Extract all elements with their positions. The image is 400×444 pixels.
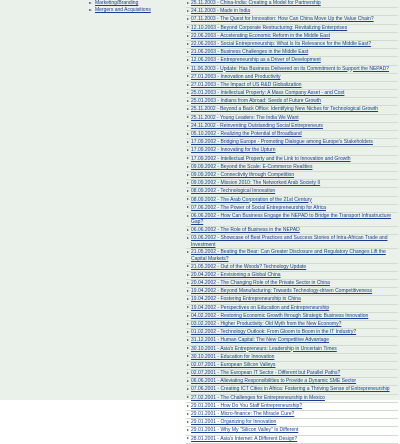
list-item[interactable] (186, 66, 398, 74)
list-item[interactable] (186, 329, 398, 337)
list-item-link[interactable]: 29.01.2001 - Why My "Silicon Valley" Is Different (191, 427, 299, 434)
arrow-right-icon (187, 339, 189, 341)
arrow-right-icon (89, 9, 92, 11)
list-item[interactable] (186, 115, 398, 123)
list-item[interactable] (186, 90, 398, 98)
arrow-right-icon (187, 315, 189, 317)
list-item[interactable] (186, 288, 398, 296)
list-item-link[interactable]: 21.06.2003 - Business Challenges in the Middle East (191, 49, 309, 56)
sidebar-item-label: Mergers and Acquisitions (95, 7, 151, 13)
arrow-right-icon (187, 43, 189, 45)
list-item[interactable] (186, 205, 398, 213)
list-item[interactable] (186, 296, 398, 304)
list-item[interactable] (186, 321, 398, 329)
list-item-link[interactable]: 25.11.2003 - China-India: Creating a Model for Partnership (191, 0, 321, 6)
arrow-right-icon (187, 59, 189, 61)
list-item[interactable] (186, 411, 398, 419)
list-item[interactable] (186, 419, 398, 427)
list-item[interactable] (186, 123, 398, 131)
list-item[interactable] (186, 25, 398, 33)
list-item[interactable] (186, 197, 398, 205)
list-item-link[interactable]: 25.11.2002 - Young Leaders: The India We Want (191, 114, 299, 121)
list-item[interactable] (186, 131, 398, 139)
list-item-link[interactable]: 07.11.2003 - The Quest for Innovation: How Can China Move Up the Value Chain? (191, 16, 374, 23)
arrow-right-icon (187, 429, 189, 431)
arrow-right-icon (89, 2, 92, 4)
event-list (186, 0, 400, 444)
list-item[interactable] (186, 74, 398, 82)
arrow-right-icon (187, 437, 189, 439)
arrow-right-icon (187, 182, 189, 184)
list-item-link[interactable]: 25.11.2002 - Beyond a Back Office: Identifying New Niches for Technological Growth (191, 106, 379, 113)
list-item-link[interactable]: 24.11.2003 - Made in India (191, 8, 251, 15)
list-item[interactable] (186, 362, 398, 370)
list-item-link[interactable]: 31.12.2001 - Human Capital: The New Competitive Advantage (191, 337, 330, 344)
arrow-right-icon (187, 413, 189, 415)
list-item-link[interactable]: 22.06.2003 - Social Entrepreneurship: What Is Its Relevance for the Middle East? (191, 40, 372, 47)
sidebar-item-marketing-branding[interactable] (0, 0, 186, 7)
list-item-link[interactable]: 12.06.2003 - Entrepreneurship as a Driver of Development (191, 57, 321, 64)
list-item-link[interactable]: 19.04.2002 - Fostering Entrepreneurship in China (191, 296, 301, 303)
list-item-link[interactable]: 19.04.2002 - Perspectives on Education and Entrepreneurship (191, 304, 330, 311)
list-item[interactable] (186, 249, 398, 263)
list-item[interactable] (186, 264, 398, 272)
list-item-link[interactable]: 12.10.2003 - Beyond Corporate Restructuring: Revitalizing Enterprises (191, 24, 348, 31)
arrow-right-icon (187, 323, 189, 325)
arrow-right-icon (187, 75, 189, 77)
arrow-right-icon (187, 388, 189, 390)
arrow-right-icon (187, 51, 189, 53)
list-item-link[interactable]: 02.07.2001 - European Silicon Valleys (191, 361, 276, 368)
list-item-link[interactable]: 07.06.2001 - Creating ICT Cities in Africa: Fostering a Thriving Sense of Entrepreneurship (191, 386, 390, 393)
list-item-link[interactable]: 01.02.2002 - Technology Outlook: From Gloom to Boom in the IT Industry? (191, 329, 357, 336)
list-item[interactable] (186, 33, 398, 41)
list-item-link[interactable]: 09.09.2002 - Connectivity through Competition (191, 171, 295, 178)
arrow-right-icon (187, 282, 189, 284)
list-item[interactable] (186, 41, 398, 49)
arrow-right-icon (187, 331, 189, 333)
arrow-right-icon (187, 67, 189, 69)
arrow-right-icon (187, 100, 189, 102)
list-item[interactable] (186, 370, 398, 378)
list-item[interactable] (186, 106, 398, 114)
list-item[interactable] (186, 139, 398, 147)
arrow-right-icon (187, 380, 189, 382)
arrow-right-icon (187, 26, 189, 28)
arrow-right-icon (187, 190, 189, 192)
list-item-link[interactable]: 17.09.2002 - Innovating for the Upturn (191, 147, 276, 154)
list-item-link[interactable]: 09.09.2002 - Beyond the Scale: E-Commerce Realities (191, 163, 313, 170)
arrow-right-icon (187, 2, 189, 4)
list-item-link[interactable]: 05.10.2002 - Realizing the Potential of Broadband (191, 131, 302, 137)
arrow-right-icon (187, 396, 189, 398)
list-item-link[interactable]: 04.02.2002 - Restoring Economic Growth through Strategic Business Innovation (191, 312, 369, 319)
sidebar-item-label: Marketing/Branding (95, 0, 139, 6)
list-item-link[interactable]: 08.09.2002 - The Arab Corporation of the 21st Century (191, 196, 312, 203)
list-item-link[interactable]: 06.06.2002 - How Can Business Engage the NEPAD to Bridge the Transport Infrastructure Gap? (191, 212, 392, 226)
arrow-right-icon (187, 237, 189, 239)
list-item-link[interactable]: 07.06.2002 - The Power of Social Entrepreneurship for Africa (191, 204, 326, 211)
list-item-link[interactable]: 09.09.2002 - Mission 2010: The Networked Arab Society II (191, 180, 321, 187)
list-item-link[interactable]: 17.09.2002 - Intellectual Property and the Link to Innovation and Growth (191, 155, 351, 162)
list-item-link[interactable]: 25.01.2003 - Intellectual Property: A Mass Company Asset - and Cost (191, 90, 345, 97)
list-item[interactable] (186, 213, 398, 227)
arrow-right-icon (187, 198, 189, 200)
list-item[interactable] (186, 8, 398, 16)
arrow-right-icon (187, 141, 189, 143)
arrow-right-icon (187, 405, 189, 407)
list-item-link[interactable]: 20.04.2002 - Envisioning a Global China (191, 271, 281, 278)
arrow-right-icon (187, 166, 189, 168)
list-item[interactable] (186, 147, 398, 155)
list-item[interactable] (186, 180, 398, 188)
arrow-right-icon (187, 274, 189, 276)
list-item[interactable] (186, 272, 398, 280)
arrow-right-icon (187, 364, 189, 366)
list-item-link[interactable]: 06.06.2002 - The Role of Business in the NEPAD (191, 227, 300, 234)
list-item[interactable] (186, 337, 398, 345)
list-item[interactable] (186, 98, 398, 106)
arrow-right-icon (187, 372, 189, 374)
arrow-right-icon (187, 215, 189, 217)
list-item-link[interactable]: 29.01.2001 - Organizing for Innovation (191, 419, 277, 426)
arrow-right-icon (187, 290, 189, 292)
list-item[interactable] (186, 49, 398, 57)
list-item-link[interactable]: 21.05.2002 - Out of the Woods? Technology Update (191, 263, 307, 270)
list-item-link[interactable]: 21.05.2002 - Beating the Bear: Can Greater Disclosure and Regulatory Changes Lift the Capital Markets? (191, 249, 386, 263)
list-item-link[interactable]: 25.01.2003 - Indians from Abroad: Seeds of Future Growth (191, 98, 322, 105)
list-item-link[interactable]: 22.06.2003 - Accelerating Economic Reform in the Middle East (191, 32, 330, 39)
list-item[interactable] (186, 436, 398, 444)
list-item[interactable] (186, 305, 398, 313)
list-item[interactable] (186, 313, 398, 321)
arrow-right-icon (187, 265, 189, 267)
arrow-right-icon (187, 229, 189, 231)
list-item[interactable] (186, 172, 398, 180)
list-item[interactable] (186, 427, 398, 435)
arrow-right-icon (187, 133, 189, 135)
list-item-link[interactable]: 29.01.2001 - How Do You Staff Entrepreneurship? (191, 402, 303, 409)
list-item-link[interactable]: 11.06.2003 - Update: Has Business Delivered on its Commitment to Support the NEPAD? (191, 65, 389, 72)
list-item[interactable] (186, 378, 398, 386)
arrow-right-icon (187, 157, 189, 159)
list-item-link[interactable]: 17.09.2002 - Bridging Europe - Promoting Dialogue among Europe's Stakeholders (191, 139, 373, 146)
arrow-right-icon (187, 125, 189, 127)
list-item-link[interactable]: 19.04.2002 - Beyond Manufacturing: Towards Technology-driven Competitiveness (191, 288, 373, 295)
list-item[interactable] (186, 227, 398, 235)
arrow-right-icon (187, 108, 189, 110)
list-item[interactable] (186, 188, 398, 196)
arrow-right-icon (187, 149, 189, 151)
list-item[interactable] (186, 82, 398, 90)
arrow-right-icon (187, 116, 189, 118)
arrow-right-icon (187, 84, 189, 86)
list-item-link[interactable]: 20.04.2002 - The Changing Role of the Private Sector in China (191, 280, 330, 286)
list-item-link[interactable]: 28.01.2001 - Asia's Internet: A Different Design? (191, 435, 298, 442)
arrow-right-icon (187, 347, 189, 349)
arrow-right-icon (187, 92, 189, 94)
arrow-right-icon (187, 174, 189, 176)
list-item[interactable] (186, 16, 398, 24)
list-item[interactable] (186, 403, 398, 411)
arrow-right-icon (187, 251, 189, 253)
arrow-right-icon (187, 298, 189, 300)
arrow-right-icon (187, 35, 189, 37)
arrow-right-icon (187, 10, 189, 12)
list-item-link[interactable]: 24.11.2002 - Reinventing Outstanding Social Entrepreneurs (191, 122, 323, 129)
arrow-right-icon (187, 355, 189, 357)
list-item-link[interactable]: 30.10.2001 - Education for Innovation (191, 353, 275, 360)
list-item[interactable] (186, 235, 398, 249)
list-item-link[interactable]: 08.09.2002 - Technological Innovation (191, 188, 276, 195)
list-item[interactable] (186, 280, 398, 288)
list-item[interactable] (186, 156, 398, 164)
list-item-link[interactable]: 29.01.2001 - Micro-finance: The Miracle Cure? (191, 411, 295, 417)
list-item-link[interactable]: 06.06.2001 - Alleviating Responsibilities to Provide a Dynamic SME Sector (191, 378, 357, 385)
list-item[interactable] (186, 354, 398, 362)
event-list-panel (186, 0, 400, 442)
list-item-link[interactable]: 27.01.2003 - The Impact of US R&D Globalization (191, 81, 302, 88)
list-item[interactable] (186, 386, 398, 394)
list-item-link[interactable]: 02.07.2001 - The European IT Sector - Different but Parallel Paths? (191, 370, 341, 377)
list-item-link[interactable]: 03.02.2002 - Higher Productivity: Old Myth from the New Economy? (191, 320, 342, 327)
arrow-right-icon (187, 306, 189, 308)
list-item[interactable] (186, 395, 398, 403)
list-item-link[interactable]: 27.02.2001 - The Challenges for Entrepreneurship in Mexico (191, 394, 325, 401)
list-item-link[interactable]: 03.06.2002 - Showcase of Best Practices and Success Stories of Intra-African Trade and Investment (191, 235, 388, 248)
arrow-right-icon (187, 421, 189, 423)
list-item[interactable] (186, 346, 398, 354)
arrow-right-icon (187, 206, 189, 208)
list-item-link[interactable]: 27.01.2003 - Innovation and Productivity (191, 73, 281, 80)
sidebar-item-mergers-acquisitions[interactable] (0, 7, 186, 14)
list-item[interactable] (186, 57, 398, 65)
sidebar (0, 0, 187, 400)
list-item[interactable] (186, 164, 398, 172)
list-item-link[interactable]: 30.10.2001 - Asia's Entrepreneurs: Leadership in Uncertain Times (191, 345, 337, 352)
arrow-right-icon (187, 18, 189, 20)
list-item[interactable] (186, 0, 398, 8)
